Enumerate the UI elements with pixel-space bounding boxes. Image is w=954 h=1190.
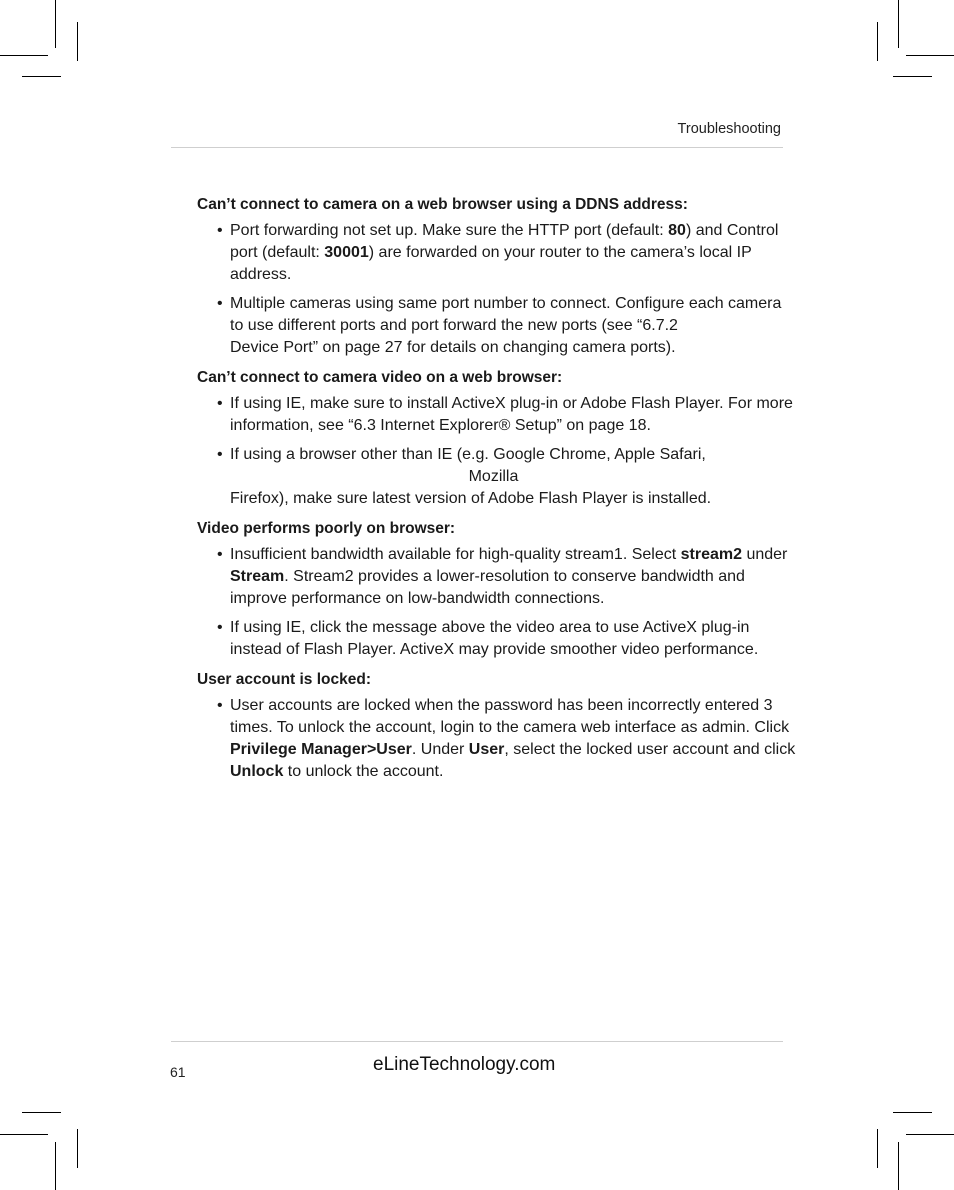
crop-mark xyxy=(898,0,899,48)
section-heading: Can’t connect to camera on a web browser using a DDNS address: xyxy=(197,196,688,213)
crop-mark xyxy=(0,1134,48,1135)
section-heading: User account is locked: xyxy=(197,671,372,688)
list-item xyxy=(197,617,797,661)
crop-mark xyxy=(906,1134,954,1135)
bullet: • xyxy=(217,546,223,563)
crop-mark xyxy=(906,55,954,56)
troubleshooting-content xyxy=(197,196,797,793)
list-item xyxy=(197,695,797,783)
section-video-browser xyxy=(197,369,797,510)
section-heading: Video performs poorly on browser: xyxy=(197,520,456,537)
crop-mark xyxy=(77,1129,78,1168)
crop-mark xyxy=(22,1112,61,1113)
website-url: eLineTechnology.com xyxy=(373,1054,556,1075)
item-text: Firefox), make sure latest version of Adobe Flash Player is installed. xyxy=(230,490,712,507)
list-item xyxy=(197,293,797,359)
bullet: • xyxy=(217,619,223,636)
bullet: • xyxy=(217,446,223,463)
crop-mark xyxy=(77,22,78,61)
item-text: If using a browser other than IE (e.g. Google Chrome, Apple Safari, xyxy=(230,446,706,463)
crop-mark xyxy=(55,0,56,48)
crop-mark xyxy=(893,76,932,77)
crop-mark xyxy=(22,76,61,77)
item-text: Multiple cameras using same port number to connect. Configure each camera to use different ports and port forward the new ports (see “6.7.2 xyxy=(230,295,782,334)
item-text: Mozilla xyxy=(468,468,519,485)
header-rule xyxy=(171,147,783,148)
item-text: Insufficient bandwidth available for high-quality stream1. Select stream2 under Stream. Stream2 provides a lower-resolution to conserve bandwidth and improve performance on low-bandwidth connections. xyxy=(230,546,788,607)
page-number: 61 xyxy=(170,1064,186,1080)
crop-mark xyxy=(898,1142,899,1190)
bullet: • xyxy=(217,395,223,412)
section-account-locked xyxy=(197,671,797,783)
section-video-performance xyxy=(197,520,797,661)
list-item xyxy=(197,444,797,510)
section-ddns xyxy=(197,196,797,359)
item-text: If using IE, make sure to install ActiveX plug-in or Adobe Flash Player. For more information, see “6.3 Internet Explorer® Setup” on page 18. xyxy=(230,395,793,434)
crop-mark xyxy=(893,1112,932,1113)
list-item xyxy=(197,220,797,286)
crop-mark xyxy=(877,22,878,61)
list-item xyxy=(197,544,797,610)
section-header: Troubleshooting xyxy=(677,121,781,137)
crop-mark xyxy=(0,55,48,56)
bullet: • xyxy=(217,295,223,312)
bullet: • xyxy=(217,697,223,714)
crop-mark xyxy=(55,1142,56,1190)
footer-rule xyxy=(171,1041,783,1042)
section-heading: Can’t connect to camera video on a web browser: xyxy=(197,369,563,386)
list-item xyxy=(197,393,797,437)
item-text: User accounts are locked when the password has been incorrectly entered 3 times. To unlock the account, login to the camera web interface as admin. Click Privilege Manager>User. Under User, select the locked user account and click Unlock to unlock the account. xyxy=(230,697,796,780)
item-text: If using IE, click the message above the video area to use ActiveX plug-in instead of Flash Player. ActiveX may provide smoother video performance. xyxy=(230,619,759,658)
item-text: Device Port” on page 27 for details on changing camera ports). xyxy=(230,339,676,356)
crop-mark xyxy=(877,1129,878,1168)
item-text: Port forwarding not set up. Make sure the HTTP port (default: 80) and Control port (default: 30001) are forwarded on your router to the camera’s local IP address. xyxy=(230,222,779,283)
bullet: • xyxy=(217,222,223,239)
